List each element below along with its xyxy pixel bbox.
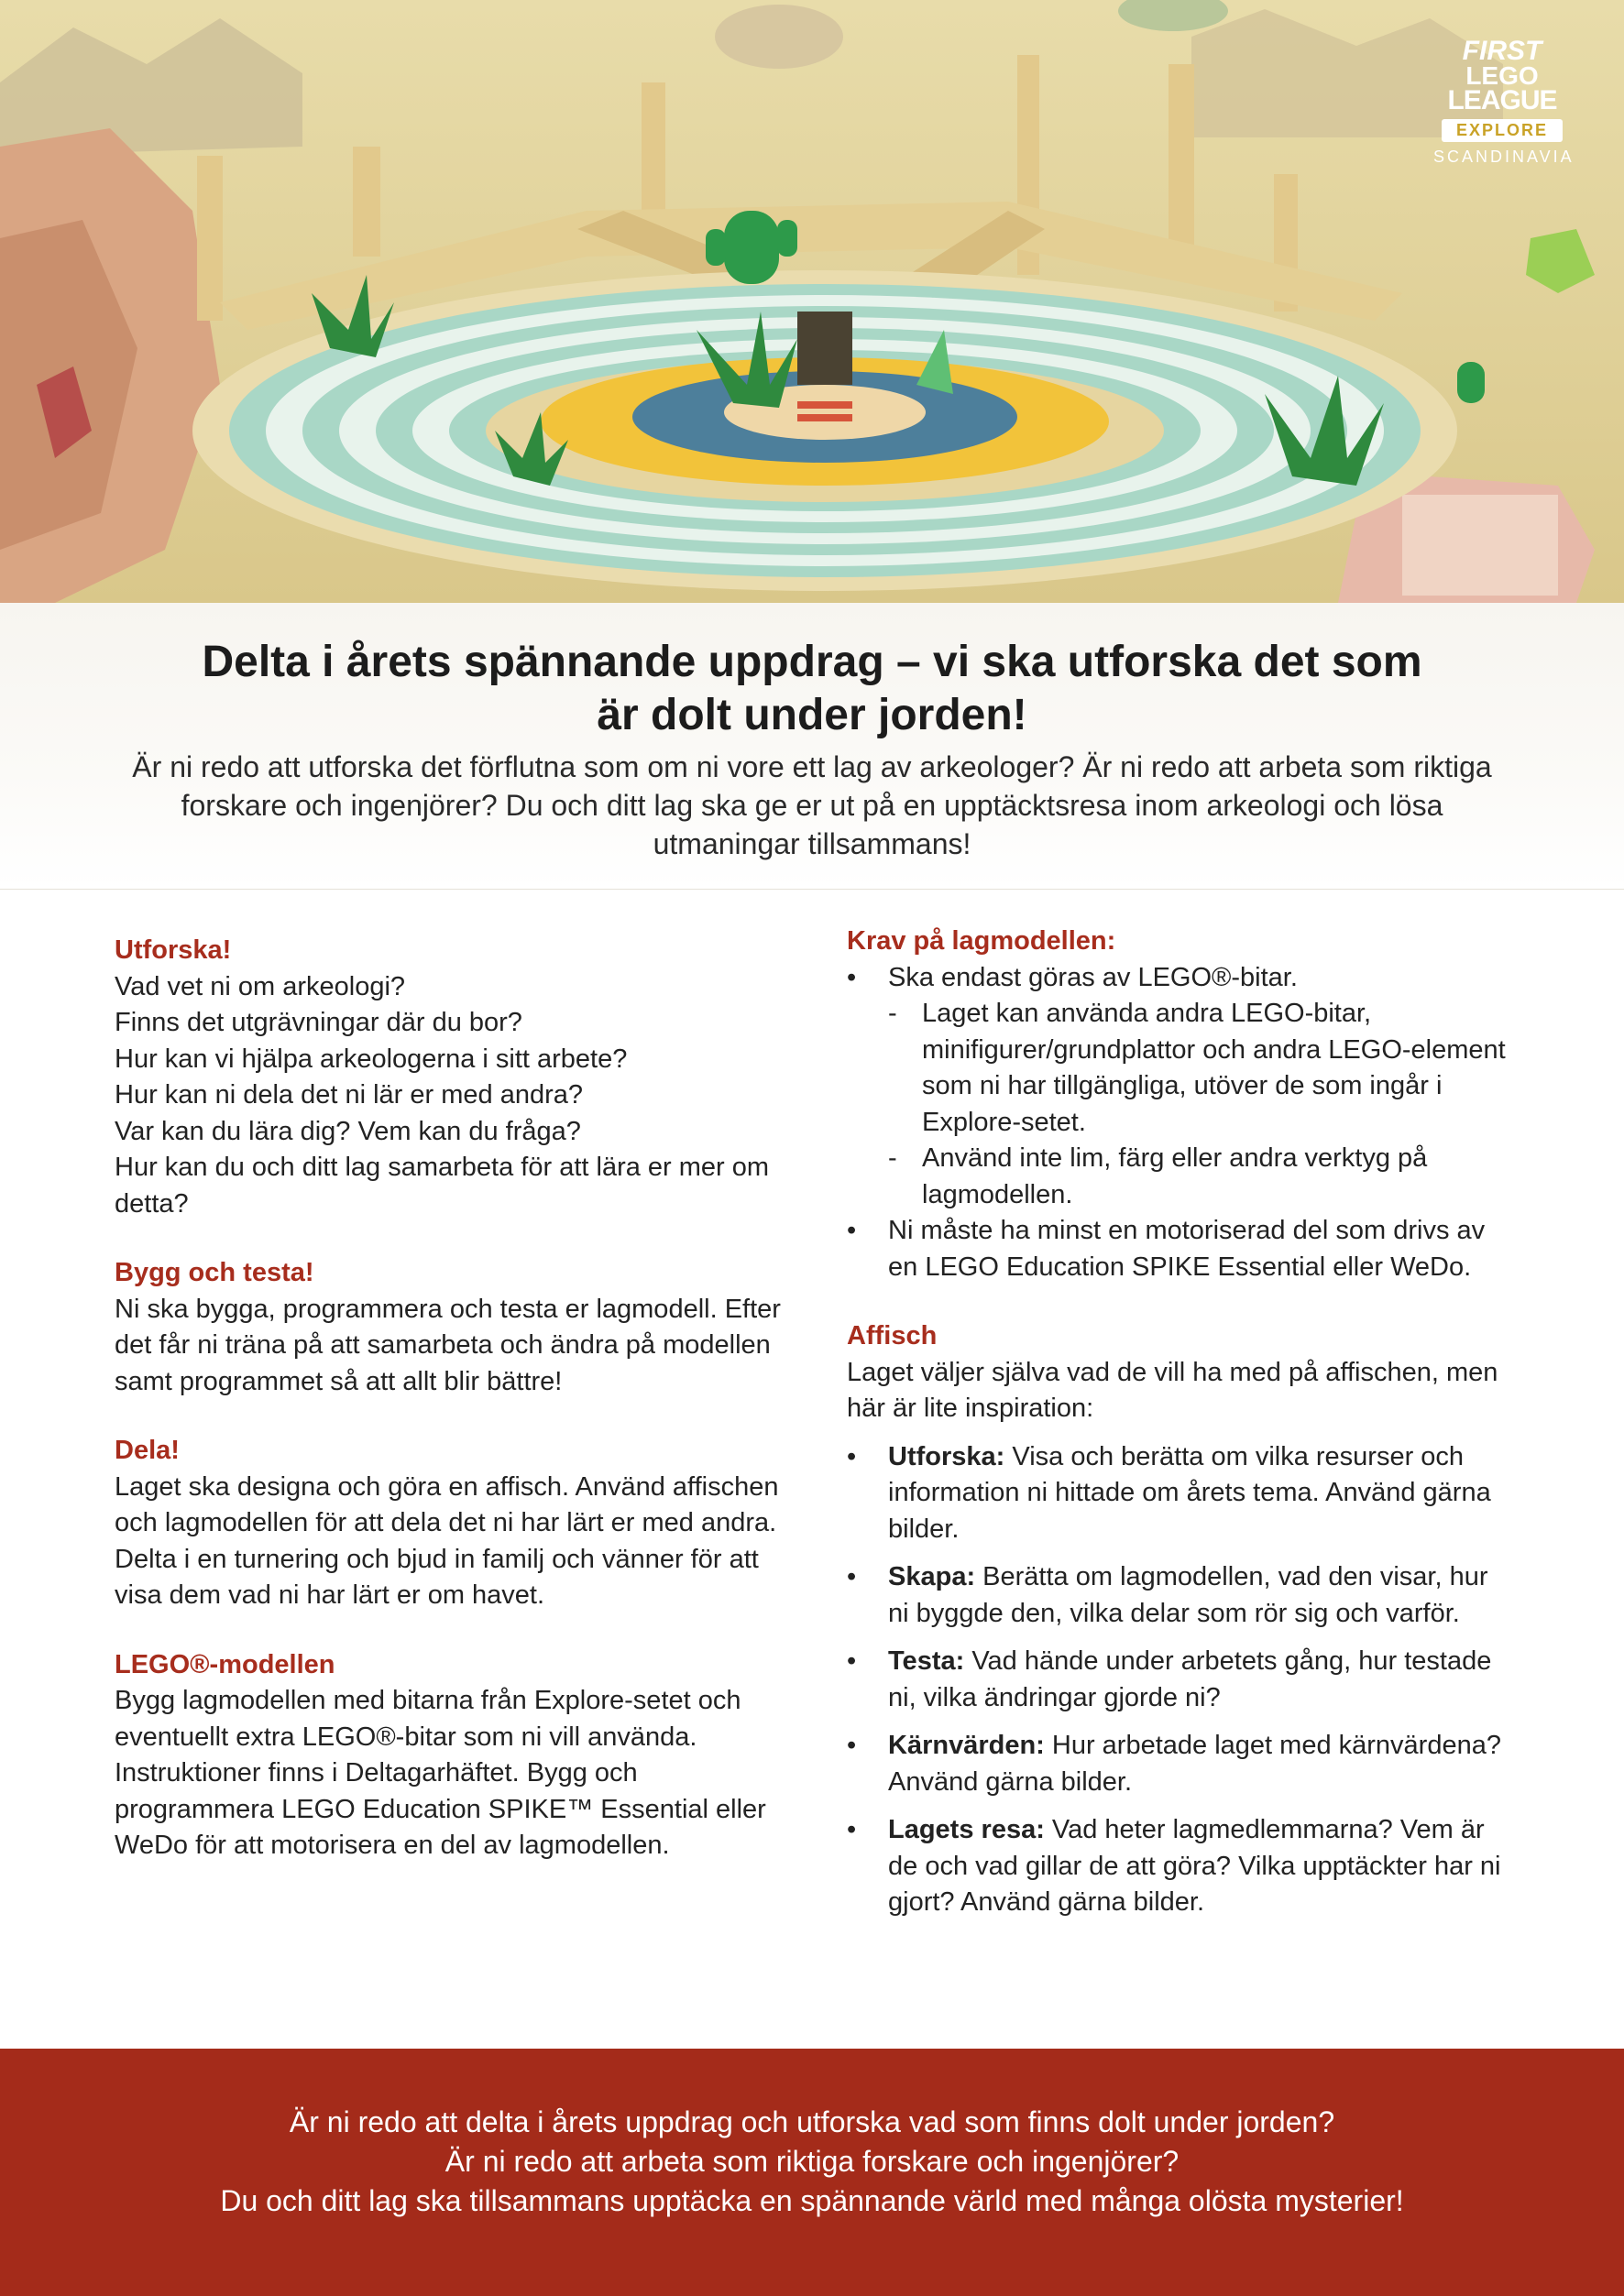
poster-item bbox=[847, 1559, 1516, 1632]
poster-intro: Laget väljer själva vad de vill ha med på affischen, men här är lite inspiration: bbox=[847, 1357, 1498, 1423]
arena-illustration bbox=[0, 0, 1624, 603]
poster-item-label: Skapa: bbox=[888, 1562, 976, 1591]
poster-item-text: Berätta om lagmodellen, vad den visar, hur ni byggde den, vilka delar som rör sig och varför. bbox=[888, 1562, 1488, 1628]
explore-line: Hur kan vi hjälpa arkeologerna i sitt arbete? bbox=[115, 1044, 628, 1074]
footer-text bbox=[79, 2103, 1545, 2221]
poster-item bbox=[847, 1728, 1516, 1800]
lego-model-text: Bygg lagmodellen med bitarna från Explore-setet och eventuellt extra LEGO®-bitar som ni vill använda. Instruktioner finns i Deltagarhäftet. Bygg och programmera LEGO Education SPIKE™ Essential eller WeDo för att motorisera en del av lagmodellen. bbox=[115, 1686, 766, 1860]
lego-model-section bbox=[115, 1647, 793, 1864]
explore-line: Hur kan du och ditt lag samarbeta för att lära er mer om detta? bbox=[115, 1153, 770, 1219]
requirement-subitem: - Laget kan använda andra LEGO-bitar, minifigurer/grundplattor och andra LEGO-element som ni har tillgängliga, utöver de som ingår i Explore-setet. bbox=[888, 996, 1516, 1141]
poster-item-label: Utforska: bbox=[888, 1441, 1005, 1471]
poster-item-text: Vad hände under arbetets gång, hur testade ni, vilka ändringar gjorde ni? bbox=[888, 1646, 1492, 1712]
explore-line: Var kan du lära dig? Vem kan du fråga? bbox=[115, 1116, 581, 1146]
explore-line: Finns det utgrävningar där du bor? bbox=[115, 1008, 522, 1037]
explore-section bbox=[115, 933, 793, 1222]
poster-item-text: Hur arbetade laget med kärnvärdena? Använd gärna bilder. bbox=[888, 1731, 1501, 1797]
build-section bbox=[115, 1255, 793, 1400]
intro-lead: Är ni redo att utforska det förflutna som om ni vore ett lag av arkeologer? Är ni redo att arbeta som riktiga forskare och ingenjörer? Du och ditt lag ska ge er ut på en upptäcktsresa inom arkeologi och lösa utmaningar tillsammans! bbox=[132, 750, 1492, 860]
requirements-heading: Krav på lagmodellen: bbox=[847, 926, 1116, 956]
logo-lego: LEGO bbox=[1465, 61, 1539, 90]
poster-item-label: Kärnvärden: bbox=[888, 1731, 1045, 1760]
poster-item-text: Vad heter lagmedlemmarna? Vem är de och vad gillar de att göra? Vilka upptäckter har ni gjort? Använd gärna bilder. bbox=[888, 1815, 1501, 1917]
footer-line-1: Är ni redo att delta i årets uppdrag och utforska vad som finns dolt under jorden? bbox=[289, 2105, 1335, 2138]
explore-line: Hur kan ni dela det ni lär er med andra? bbox=[115, 1080, 584, 1110]
share-heading: Dela! bbox=[115, 1436, 180, 1465]
page-title bbox=[170, 636, 1454, 742]
title-line-1: Delta i årets spännande uppdrag – vi ska utforska det som bbox=[202, 638, 1422, 686]
logo-league: LEAGUE bbox=[1447, 85, 1557, 115]
requirements-list bbox=[847, 960, 1516, 1286]
first-lego-league-logo bbox=[1433, 36, 1575, 167]
footer-banner bbox=[0, 2049, 1624, 2296]
right-column bbox=[847, 924, 1516, 1954]
title-line-2: är dolt under jorden! bbox=[597, 691, 1027, 739]
share-section bbox=[115, 1433, 793, 1614]
poster-heading: Affisch bbox=[847, 1321, 938, 1350]
logo-first: FIRST bbox=[1462, 36, 1542, 66]
poster-section bbox=[847, 1318, 1516, 1921]
model-requirements-section bbox=[847, 924, 1516, 1285]
build-text: Ni ska bygga, programmera och testa er lagmodell. Efter det får ni träna på att samarbeta och ändra på modellen samt programmet så att allt blir bättre! bbox=[115, 1294, 781, 1396]
poster-item-label: Lagets resa: bbox=[888, 1815, 1045, 1844]
requirement-item: • Ni måste ha minst en motoriserad del som drivs av en LEGO Education SPIKE Essential eller WeDo. bbox=[847, 1213, 1516, 1285]
explore-line: Vad vet ni om arkeologi? bbox=[115, 971, 406, 1001]
requirement-subitem: - Använd inte lim, färg eller andra verktyg på lagmodellen. bbox=[888, 1141, 1516, 1213]
left-column bbox=[115, 933, 793, 1897]
explore-heading: Utforska! bbox=[115, 935, 232, 965]
footer-line-3: Du och ditt lag ska tillsammans upptäcka en spännande värld med många olösta mysterier! bbox=[220, 2184, 1404, 2217]
footer-line-2: Är ni redo att arbeta som riktiga forskare och ingenjörer? bbox=[444, 2145, 1180, 2178]
logo-region: SCANDINAVIA bbox=[1433, 148, 1575, 166]
poster-item bbox=[847, 1439, 1516, 1548]
poster-list bbox=[847, 1439, 1516, 1921]
poster-item-label: Testa: bbox=[888, 1646, 965, 1676]
share-text: Laget ska designa och göra en affisch. Använd affischen och lagmodellen för att dela det ni har lärt er med andra. Delta i en turnering och bjud in familj och vänner för att visa dem vad ni har lärt er om havet. bbox=[115, 1471, 779, 1610]
poster-item-text: Visa och berätta om vilka resurser och information ni hittade om årets tema. Använd gärna bilder. bbox=[888, 1441, 1491, 1544]
poster-item bbox=[847, 1644, 1516, 1716]
requirement-sublist bbox=[888, 996, 1516, 1213]
requirement-item bbox=[847, 960, 1516, 1214]
hero-illustration bbox=[0, 0, 1624, 603]
requirement-text: Ska endast göras av LEGO®-bitar. bbox=[888, 962, 1298, 992]
poster-item bbox=[847, 1812, 1516, 1921]
build-heading: Bygg och testa! bbox=[115, 1258, 314, 1287]
logo-explore-badge: EXPLORE bbox=[1442, 119, 1563, 142]
lego-model-heading: LEGO®-modellen bbox=[115, 1649, 335, 1679]
intro-section bbox=[0, 603, 1624, 890]
